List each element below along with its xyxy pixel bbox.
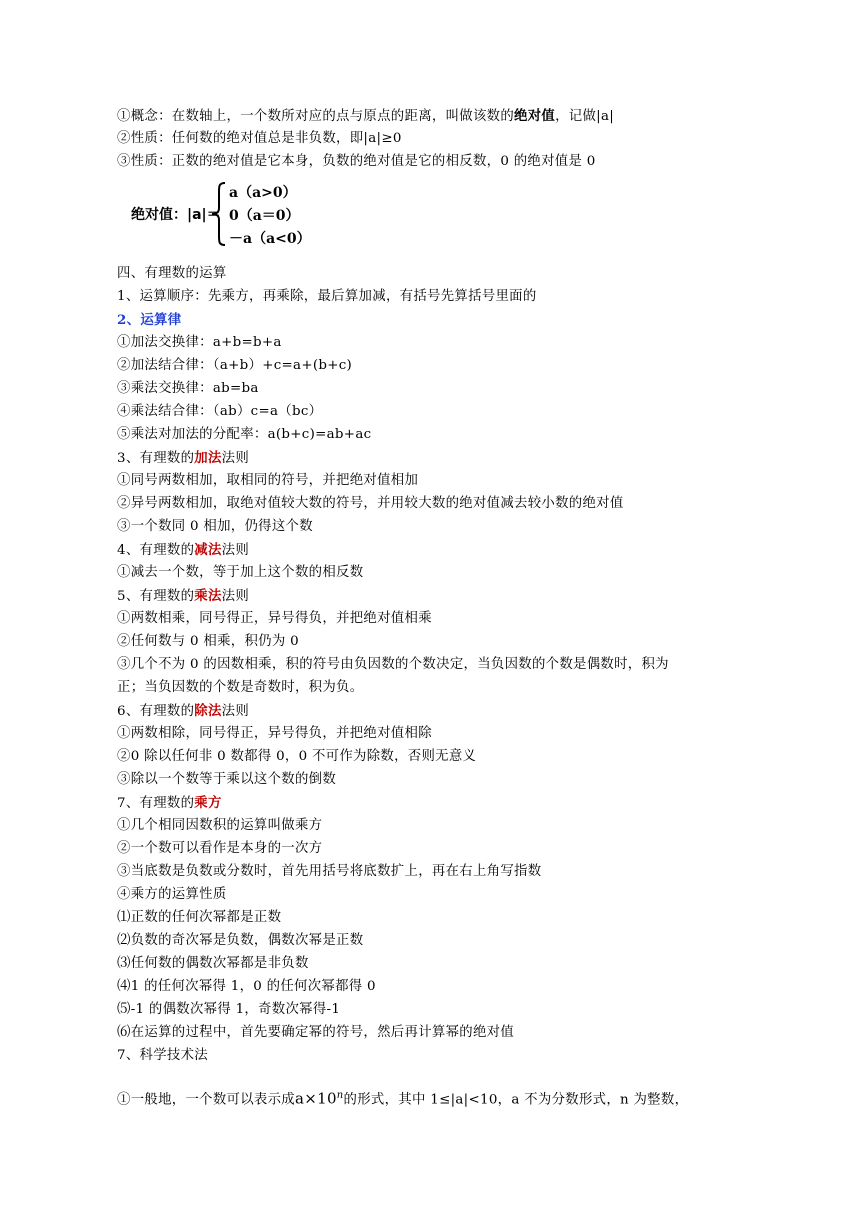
concept-line — [117, 106, 614, 127]
heading-prefix: 7、有理数的 — [117, 796, 195, 811]
heading-prefix: 4、有理数的 — [117, 543, 195, 558]
sci-formula-exponent: n — [336, 1090, 344, 1101]
power-heading — [117, 793, 222, 814]
heading-keyword: 乘方 — [194, 795, 222, 811]
law-item: ①加法交换律：a+b=b+a — [117, 335, 282, 350]
rule-item: ③一个数同 0 相加，仍得这个数 — [117, 519, 313, 534]
laws-heading — [117, 310, 181, 330]
property-line-2: ③性质：正数的绝对值是它本身，负数的绝对值是它的相反数，0 的绝对值是 0 — [117, 154, 596, 169]
rule-item: ②一个数可以看作是本身的一次方 — [117, 841, 323, 856]
heading-prefix: 3、有理数的 — [117, 451, 195, 466]
rule-item: ②0 除以任何非 0 数都得 0，0 不可作为除数，否则无意义 — [117, 749, 477, 764]
rule-item: ⑶任何数的偶数次幂都是非负数 — [117, 956, 309, 971]
rule-item: ③除以一个数等于乘以这个数的倒数 — [117, 772, 337, 787]
property-line-1: ②性质：任何数的绝对值总是非负数，即|a|≥0 — [117, 131, 402, 146]
concept-notation: ，记做|a| — [555, 109, 615, 124]
heading-keyword: 乘法 — [194, 588, 222, 604]
rule-item: ①减去一个数，等于加上这个数的相反数 — [117, 565, 364, 580]
rule-item: ①两数相除，同号得正，异号得负，并把绝对值相除 — [117, 726, 432, 741]
formula-case-positive: a（a>0） — [229, 185, 297, 201]
concept-keyword: 绝对值 — [514, 108, 556, 124]
rule-item: ⑹在运算的过程中，首先要确定幂的符号，然后再计算幂的绝对值 — [117, 1025, 515, 1040]
formula-case-negative: －a（a<0） — [229, 231, 311, 247]
law-item: ④乘法结合律：（ab）c=a（bc） — [117, 404, 323, 419]
heading-keyword: 除法 — [194, 703, 222, 719]
addition-heading — [117, 448, 249, 469]
formula-case-zero: 0（a＝0） — [229, 208, 300, 224]
heading-suffix: 法则 — [221, 589, 250, 604]
rule-item: ①几个相同因数积的运算叫做乘方 — [117, 818, 323, 833]
law-item: ⑤乘法对加法的分配率：a(b+c)=ab+ac — [117, 427, 372, 442]
formula-label: 绝对值：|a|＝ — [131, 207, 221, 223]
subtraction-heading — [117, 540, 249, 561]
heading-suffix: 法则 — [221, 543, 250, 558]
sci-text-rest: 的形式，其中 1≤|a|<10，a 不为分数形式，n 为整数， — [343, 1092, 689, 1108]
division-heading — [117, 701, 249, 722]
rule-item: ②异号两数相加，取绝对值较大数的符号，并用较大数的绝对值减去较小数的绝对值 — [117, 496, 624, 511]
heading-keyword: 减法 — [194, 542, 222, 558]
multiplication-heading — [117, 586, 249, 607]
rule-item: ⑸-1 的偶数次幂得 1，奇数次幂得-1 — [117, 1002, 341, 1017]
rule-item: ⑷1 的任何次幂得 1，0 的任何次幂都得 0 — [117, 979, 376, 994]
law-item: ②加法结合律：（a+b）+c=a+(b+c) — [117, 358, 353, 373]
heading-keyword: 加法 — [194, 450, 222, 466]
rule-item: ③当底数是负数或分数时，首先用括号将底数扩上，再在右上角写指数 — [117, 864, 542, 879]
rule-item: ①两数相乘，同号得正，异号得负，并把绝对值相乘 — [117, 611, 432, 626]
heading-suffix: 法则 — [221, 704, 250, 719]
rule-item: 正；当负因数的个数是奇数时，积为负。 — [117, 680, 364, 695]
laws-number: 2、 — [117, 312, 141, 328]
rule-item: ①同号两数相加，取相同的符号，并把绝对值相加 — [117, 473, 419, 488]
concept-text: ①概念：在数轴上，一个数所对应的点与原点的距离，叫做该数的 — [117, 109, 515, 124]
scientific-notation-line — [117, 1086, 688, 1110]
heading-prefix: 6、有理数的 — [117, 704, 195, 719]
law-item: ③乘法交换律：ab=ba — [117, 381, 259, 396]
rule-item: ⑴正数的任何次幂都是正数 — [117, 910, 282, 925]
heading-prefix: 5、有理数的 — [117, 589, 195, 604]
rule-item: ③几个不为 0 的因数相乘，积的符号由负因数的个数决定，当负因数的个数是偶数时，积为 — [117, 657, 669, 672]
rule-item: ⑵负数的奇次幂是负数，偶数次幂是正数 — [117, 933, 364, 948]
section-title: 四、有理数的运算 — [117, 266, 227, 281]
absolute-value-formula — [131, 180, 331, 250]
sci-formula-base: a×10 — [294, 1089, 337, 1108]
laws-title: 运算律 — [140, 312, 182, 328]
rule-item: ④乘方的运算性质 — [117, 887, 227, 902]
order-of-operations: 1、运算顺序：先乘方，再乘除，最后算加减，有括号先算括号里面的 — [117, 289, 537, 304]
heading-suffix: 法则 — [221, 451, 250, 466]
scientific-notation-heading: 7、科学技术法 — [117, 1048, 208, 1063]
rule-item: ②任何数与 0 相乘，积仍为 0 — [117, 634, 299, 649]
sci-text: ①一般地，一个数可以表示成 — [117, 1092, 295, 1108]
left-brace-icon — [211, 182, 227, 246]
